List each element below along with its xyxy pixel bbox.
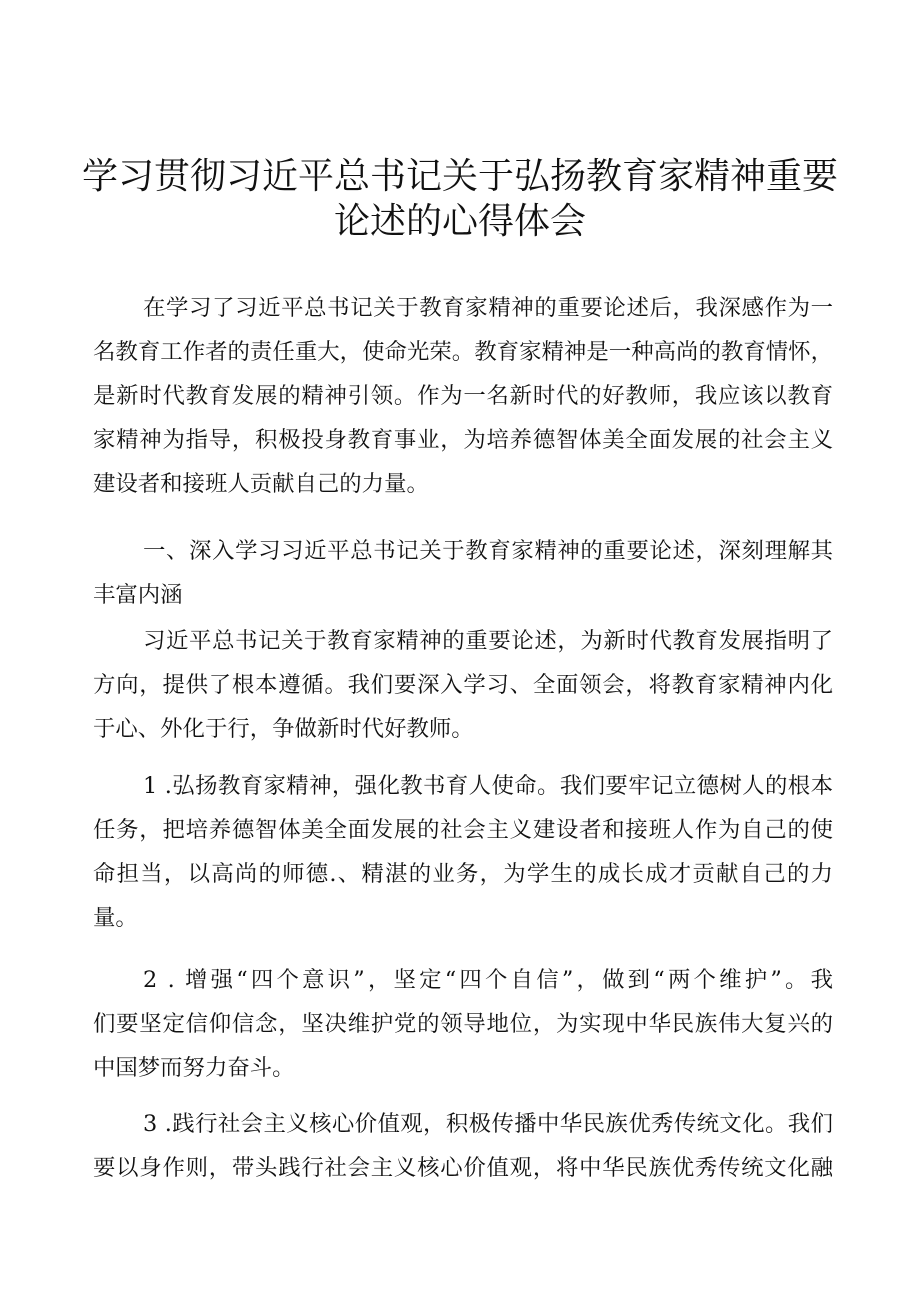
paragraph-line: 2 . 增强“四个意识”，坚定“四个自信”，做到“两个维护”。我	[143, 967, 833, 993]
paragraph-line: 是新时代教育发展的精神引领。作为一名新时代的好教师，我应该以教育	[93, 383, 833, 409]
paragraph-line: 建设者和接班人贡献自己的力量。	[93, 471, 429, 497]
paragraph-line: 中国梦而努力奋斗。	[93, 1055, 295, 1081]
paragraph-line: 任务，把培养德智体美全面发展的社会主义建设者和接班人作为自己的使	[93, 817, 833, 843]
heading-line: 一、深入学习习近平总书记关于教育家精神的重要论述，深刻理解其	[143, 538, 833, 564]
paragraph-line: 1 .弘扬教育家精神，强化教书育人使命。我们要牢记立德树人的根本	[143, 773, 833, 799]
paragraph-line: 方向，提供了根本遵循。我们要深入学习、全面领会，将教育家精神内化	[93, 672, 833, 698]
paragraph-line: 3 .践行社会主义核心价值观，积极传播中华民族优秀传统文化。我们	[143, 1111, 833, 1137]
paragraph-line: 习近平总书记关于教育家精神的重要论述，为新时代教育发展指明了	[143, 628, 833, 654]
document-title-line-2: 论述的心得体会	[333, 201, 586, 242]
document-title-line-1: 学习贯彻习近平总书记关于弘扬教育家精神重要	[81, 156, 838, 197]
paragraph-line: 于心、外化于行，争做新时代好教师。	[93, 716, 474, 742]
paragraph-line: 家精神为指导，积极投身教育事业，为培养德智体美全面发展的社会主义	[93, 427, 833, 453]
paragraph-line: 量。	[93, 905, 138, 931]
paragraph-line: 们要坚定信仰信念，坚决维护党的领导地位，为实现中华民族伟大复兴的	[93, 1011, 833, 1037]
heading-line: 丰富内涵	[93, 582, 183, 608]
paragraph-line: 名教育工作者的责任重大，使命光荣。教育家精神是一种高尚的教育情怀，	[93, 339, 833, 365]
paragraph-line: 在学习了习近平总书记关于教育家精神的重要论述后，我深感作为一	[143, 295, 833, 321]
paragraph-line: 要以身作则，带头践行社会主义核心价值观，将中华民族优秀传统文化融	[93, 1155, 833, 1181]
paragraph-line: 命担当，以高尚的师德.、精湛的业务，为学生的成长成才贡献自己的力	[93, 861, 833, 887]
